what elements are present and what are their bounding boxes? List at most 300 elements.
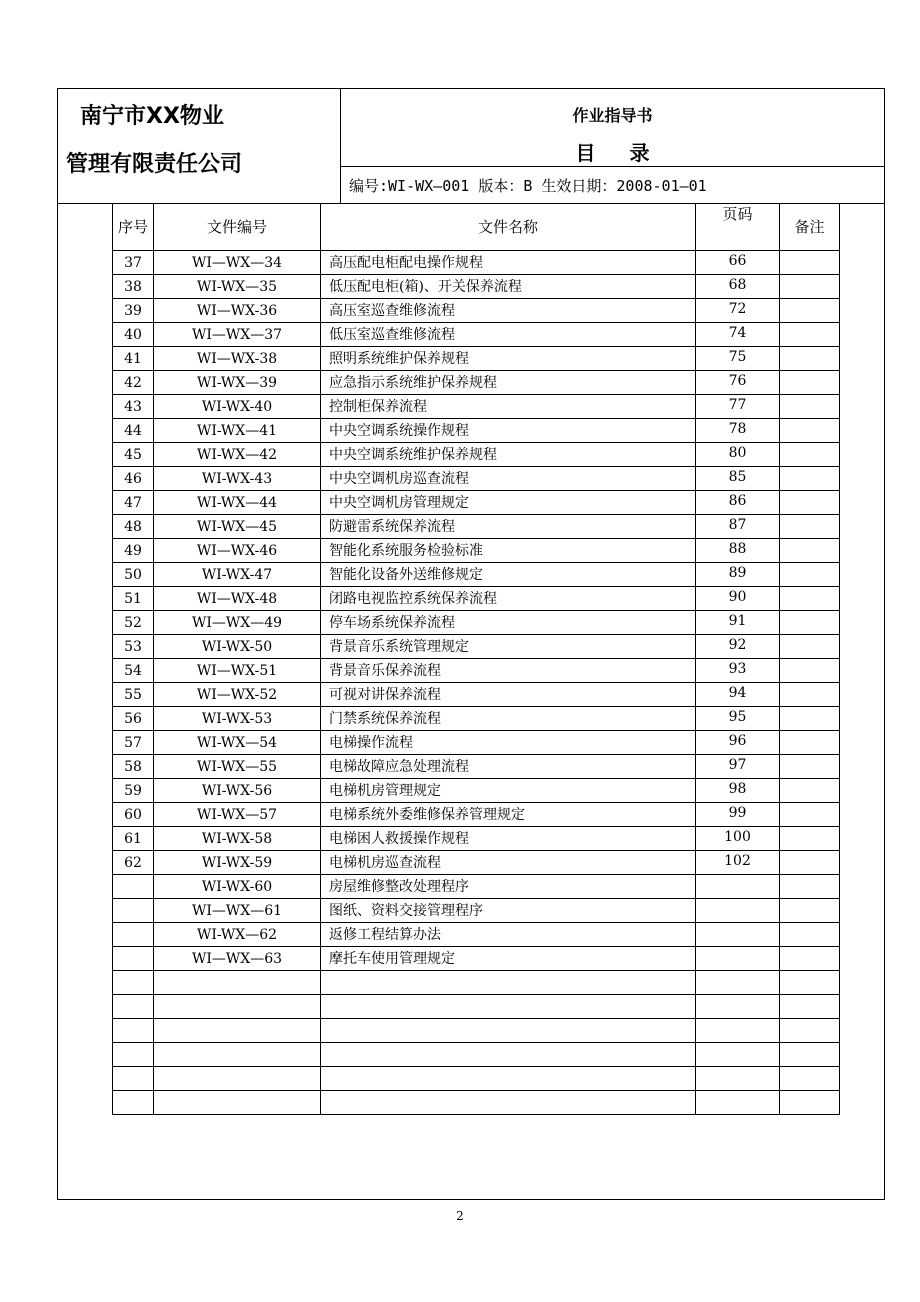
row-name bbox=[321, 779, 696, 803]
row-name bbox=[321, 563, 696, 587]
row-code-text: WI-WX—39 bbox=[196, 374, 278, 391]
row-note bbox=[780, 659, 840, 683]
row-name bbox=[321, 1091, 696, 1115]
table-row bbox=[113, 971, 840, 995]
table-row bbox=[113, 371, 840, 395]
row-name-text: 背景音乐保养流程 bbox=[329, 662, 441, 679]
row-page bbox=[696, 347, 780, 371]
row-seq bbox=[113, 635, 154, 659]
row-seq-text: 56 bbox=[124, 710, 142, 727]
table-row bbox=[113, 275, 840, 299]
row-seq bbox=[113, 659, 154, 683]
row-code-text: WI—WX—34 bbox=[191, 254, 283, 271]
toc-table bbox=[112, 203, 840, 1115]
row-seq-text: 44 bbox=[124, 422, 142, 439]
row-code-text: WI-WX-43 bbox=[201, 470, 273, 487]
row-page-text: 96 bbox=[728, 733, 747, 749]
row-page-text: 77 bbox=[728, 397, 747, 413]
row-code bbox=[154, 323, 321, 347]
row-seq bbox=[113, 1043, 154, 1067]
row-seq-text: 41 bbox=[124, 350, 142, 367]
row-name bbox=[321, 539, 696, 563]
row-page bbox=[696, 827, 780, 851]
row-seq-text: 45 bbox=[124, 446, 142, 463]
table-row bbox=[113, 947, 840, 971]
row-code bbox=[154, 467, 321, 491]
row-note bbox=[780, 275, 840, 299]
row-name-text: 电梯机房巡查流程 bbox=[329, 854, 441, 871]
row-name bbox=[321, 515, 696, 539]
table-row bbox=[113, 323, 840, 347]
row-name-text: 闭路电视监控系统保养流程 bbox=[329, 590, 497, 607]
row-note bbox=[780, 827, 840, 851]
row-page-text: 85 bbox=[728, 469, 747, 485]
row-code bbox=[154, 515, 321, 539]
row-code bbox=[154, 779, 321, 803]
row-note bbox=[780, 443, 840, 467]
row-page-text: 88 bbox=[728, 541, 747, 557]
row-code bbox=[154, 587, 321, 611]
row-page-text: 72 bbox=[728, 301, 747, 317]
row-note bbox=[780, 755, 840, 779]
row-name-text: 中央空调系统维护保养规程 bbox=[329, 446, 497, 463]
row-note bbox=[780, 539, 840, 563]
row-note bbox=[780, 611, 840, 635]
row-seq bbox=[113, 491, 154, 515]
row-seq-text: 55 bbox=[124, 686, 142, 703]
row-code bbox=[154, 275, 321, 299]
row-page bbox=[696, 395, 780, 419]
row-seq bbox=[113, 539, 154, 563]
row-name bbox=[321, 923, 696, 947]
table-row bbox=[113, 515, 840, 539]
row-seq-text: 52 bbox=[124, 614, 142, 631]
row-page bbox=[696, 851, 780, 875]
row-page-text: 75 bbox=[728, 349, 747, 365]
row-note bbox=[780, 1019, 840, 1043]
row-page-text: 99 bbox=[728, 805, 747, 821]
table-row bbox=[113, 539, 840, 563]
row-note bbox=[780, 875, 840, 899]
row-page-text: 87 bbox=[728, 517, 747, 533]
row-name-text: 电梯困人救援操作规程 bbox=[329, 830, 469, 847]
row-code bbox=[154, 923, 321, 947]
row-code-text: WI—WX-52 bbox=[196, 686, 278, 703]
row-name bbox=[321, 347, 696, 371]
row-name-text: 照明系统维护保养规程 bbox=[329, 350, 469, 367]
row-note bbox=[780, 251, 840, 275]
row-note bbox=[780, 899, 840, 923]
row-note bbox=[780, 323, 840, 347]
row-note bbox=[780, 299, 840, 323]
company-name-line1: 南宁市XX物业 bbox=[80, 104, 224, 129]
row-seq-text: 38 bbox=[124, 278, 142, 295]
table-row bbox=[113, 347, 840, 371]
row-page-text: 68 bbox=[728, 277, 747, 293]
row-code bbox=[154, 1067, 321, 1091]
row-code-text: WI-WX—54 bbox=[196, 734, 278, 751]
row-page bbox=[696, 899, 780, 923]
row-name bbox=[321, 851, 696, 875]
table-row bbox=[113, 779, 840, 803]
row-name-text: 防避雷系统保养流程 bbox=[329, 518, 455, 535]
row-page bbox=[696, 491, 780, 515]
row-note bbox=[780, 995, 840, 1019]
row-name bbox=[321, 251, 696, 275]
row-seq bbox=[113, 875, 154, 899]
row-page bbox=[696, 611, 780, 635]
row-seq-text: 53 bbox=[124, 638, 142, 655]
row-page bbox=[696, 467, 780, 491]
row-name bbox=[321, 899, 696, 923]
row-code bbox=[154, 947, 321, 971]
row-name-text bbox=[321, 1071, 329, 1087]
row-seq bbox=[113, 467, 154, 491]
row-seq-text: 51 bbox=[124, 590, 142, 607]
row-page-text: 95 bbox=[728, 709, 747, 725]
column-header-name: 文件名称 bbox=[321, 204, 696, 251]
row-page-text: 97 bbox=[728, 757, 747, 773]
row-name bbox=[321, 947, 696, 971]
row-name bbox=[321, 443, 696, 467]
row-page-text: 86 bbox=[728, 493, 747, 509]
table-row bbox=[113, 563, 840, 587]
row-page bbox=[696, 803, 780, 827]
row-code-text: WI—WX—61 bbox=[191, 902, 283, 919]
column-header-page: 页码 bbox=[696, 204, 780, 251]
row-code-text: WI-WX-53 bbox=[201, 710, 273, 727]
row-code-text: WI—WX-36 bbox=[196, 302, 278, 319]
row-code-text: WI-WX—44 bbox=[196, 494, 278, 511]
row-code bbox=[154, 347, 321, 371]
table-row bbox=[113, 803, 840, 827]
row-note bbox=[780, 491, 840, 515]
table-row bbox=[113, 395, 840, 419]
row-page bbox=[696, 779, 780, 803]
row-seq-text: 59 bbox=[124, 782, 142, 799]
row-page-text: 80 bbox=[728, 445, 747, 461]
row-seq-text: 54 bbox=[124, 662, 142, 679]
row-seq bbox=[113, 515, 154, 539]
row-name-text: 返修工程结算办法 bbox=[329, 926, 441, 943]
table-row bbox=[113, 635, 840, 659]
row-page-text: 92 bbox=[728, 637, 747, 653]
row-seq bbox=[113, 443, 154, 467]
row-note bbox=[780, 947, 840, 971]
row-name-text: 中央空调机房管理规定 bbox=[329, 494, 469, 511]
row-name-text: 控制柜保养流程 bbox=[329, 398, 427, 415]
row-code bbox=[154, 995, 321, 1019]
row-note bbox=[780, 971, 840, 995]
divider bbox=[341, 166, 884, 167]
row-page-text: 94 bbox=[728, 685, 747, 701]
row-name-text: 电梯故障应急处理流程 bbox=[329, 758, 469, 775]
row-code-text: WI—WX—49 bbox=[191, 614, 283, 631]
row-code-text: WI—WX-48 bbox=[196, 590, 278, 607]
row-seq-text: 37 bbox=[124, 254, 142, 271]
row-code-text: WI—WX—63 bbox=[191, 950, 283, 967]
row-name bbox=[321, 803, 696, 827]
table-row bbox=[113, 707, 840, 731]
row-seq bbox=[113, 299, 154, 323]
column-header-seq: 序号 bbox=[113, 204, 154, 251]
row-code bbox=[154, 611, 321, 635]
row-page-text: 78 bbox=[728, 421, 747, 437]
document-info-block bbox=[341, 89, 884, 203]
row-code bbox=[154, 707, 321, 731]
row-name bbox=[321, 995, 696, 1019]
row-seq-text: 42 bbox=[124, 374, 142, 391]
row-note bbox=[780, 467, 840, 491]
table-row bbox=[113, 611, 840, 635]
row-page bbox=[696, 275, 780, 299]
row-page bbox=[696, 443, 780, 467]
row-code bbox=[154, 563, 321, 587]
table-row bbox=[113, 587, 840, 611]
row-name-text: 中央空调系统操作规程 bbox=[329, 422, 469, 439]
row-name-text: 停车场系统保养流程 bbox=[329, 614, 455, 631]
table-row bbox=[113, 1091, 840, 1115]
row-code bbox=[154, 371, 321, 395]
row-code-text: WI-WX—57 bbox=[196, 806, 278, 823]
row-page bbox=[696, 299, 780, 323]
row-note bbox=[780, 371, 840, 395]
toc-body bbox=[113, 251, 840, 1115]
row-code bbox=[154, 731, 321, 755]
row-seq bbox=[113, 563, 154, 587]
row-code-text: WI—WX-46 bbox=[196, 542, 278, 559]
row-name bbox=[321, 683, 696, 707]
table-row bbox=[113, 755, 840, 779]
row-seq bbox=[113, 323, 154, 347]
row-seq bbox=[113, 899, 154, 923]
row-note bbox=[780, 851, 840, 875]
row-page-text: 89 bbox=[728, 565, 747, 581]
row-name bbox=[321, 275, 696, 299]
row-seq-text: 43 bbox=[124, 398, 142, 415]
row-page bbox=[696, 683, 780, 707]
row-seq bbox=[113, 707, 154, 731]
row-seq bbox=[113, 779, 154, 803]
row-seq bbox=[113, 947, 154, 971]
table-row bbox=[113, 875, 840, 899]
row-code bbox=[154, 419, 321, 443]
row-note bbox=[780, 395, 840, 419]
row-seq-text: 58 bbox=[124, 758, 142, 775]
table-row bbox=[113, 491, 840, 515]
table-row bbox=[113, 899, 840, 923]
row-page bbox=[696, 707, 780, 731]
row-page-text: 90 bbox=[728, 589, 747, 605]
table-row bbox=[113, 683, 840, 707]
table-row bbox=[113, 443, 840, 467]
row-code-text: WI-WX-40 bbox=[201, 398, 273, 415]
row-code-text: WI-WX—41 bbox=[196, 422, 278, 439]
row-code bbox=[154, 851, 321, 875]
row-name-text: 可视对讲保养流程 bbox=[329, 686, 441, 703]
row-note bbox=[780, 635, 840, 659]
row-seq bbox=[113, 827, 154, 851]
row-name-text: 电梯系统外委维修保养管理规定 bbox=[329, 806, 525, 823]
row-name bbox=[321, 659, 696, 683]
row-name bbox=[321, 491, 696, 515]
table-row bbox=[113, 299, 840, 323]
row-name-text: 背景音乐系统管理规定 bbox=[329, 638, 469, 655]
row-name-text: 中央空调机房巡查流程 bbox=[329, 470, 469, 487]
row-page bbox=[696, 875, 780, 899]
row-seq-text: 49 bbox=[124, 542, 142, 559]
row-code bbox=[154, 1091, 321, 1115]
row-code bbox=[154, 875, 321, 899]
row-name bbox=[321, 707, 696, 731]
row-page bbox=[696, 251, 780, 275]
row-page-text: 91 bbox=[728, 613, 747, 629]
row-code-text: WI—WX-51 bbox=[196, 662, 278, 679]
row-note bbox=[780, 707, 840, 731]
document-meta: 编号:WI-WX—001 版本：B 生效日期：2008-01—01 bbox=[349, 177, 707, 195]
row-seq bbox=[113, 755, 154, 779]
row-name bbox=[321, 419, 696, 443]
row-name bbox=[321, 1043, 696, 1067]
row-code bbox=[154, 251, 321, 275]
row-code-text: WI—WX-38 bbox=[196, 350, 278, 367]
row-page-text: 76 bbox=[728, 373, 747, 389]
row-page-text: 66 bbox=[728, 253, 747, 269]
row-note bbox=[780, 419, 840, 443]
row-name bbox=[321, 875, 696, 899]
row-page-text: 102 bbox=[724, 853, 751, 869]
document-title: 作业指导书 bbox=[572, 106, 653, 125]
table-row bbox=[113, 1043, 840, 1067]
row-note bbox=[780, 1091, 840, 1115]
table-row bbox=[113, 1019, 840, 1043]
row-code bbox=[154, 683, 321, 707]
row-page bbox=[696, 755, 780, 779]
row-code-text: WI-WX—55 bbox=[196, 758, 278, 775]
table-row bbox=[113, 827, 840, 851]
row-seq-text: 47 bbox=[124, 494, 142, 511]
row-seq bbox=[113, 395, 154, 419]
row-name bbox=[321, 1019, 696, 1043]
row-code bbox=[154, 803, 321, 827]
document-header bbox=[58, 89, 884, 204]
row-page bbox=[696, 1067, 780, 1091]
row-name-text: 门禁系统保养流程 bbox=[329, 710, 441, 727]
row-page bbox=[696, 587, 780, 611]
row-page bbox=[696, 371, 780, 395]
row-seq-text: 46 bbox=[124, 470, 142, 487]
row-seq bbox=[113, 995, 154, 1019]
row-page bbox=[696, 659, 780, 683]
row-note bbox=[780, 731, 840, 755]
row-note bbox=[780, 779, 840, 803]
row-code bbox=[154, 827, 321, 851]
row-name-text: 摩托车使用管理规定 bbox=[329, 950, 455, 967]
row-name-text: 电梯操作流程 bbox=[329, 734, 413, 751]
row-seq bbox=[113, 587, 154, 611]
row-code bbox=[154, 971, 321, 995]
row-code-text: WI-WX—45 bbox=[196, 518, 278, 535]
table-row bbox=[113, 995, 840, 1019]
row-code-text: WI-WX-56 bbox=[201, 782, 273, 799]
row-name bbox=[321, 731, 696, 755]
row-code bbox=[154, 755, 321, 779]
row-code-text: WI-WX-50 bbox=[201, 638, 273, 655]
table-row bbox=[113, 1067, 840, 1091]
row-seq bbox=[113, 1091, 154, 1115]
row-note bbox=[780, 1043, 840, 1067]
row-seq bbox=[113, 803, 154, 827]
row-seq bbox=[113, 347, 154, 371]
column-header-code: 文件编号 bbox=[154, 204, 321, 251]
row-code bbox=[154, 299, 321, 323]
row-name-text: 高压室巡查维修流程 bbox=[329, 302, 455, 319]
row-code bbox=[154, 443, 321, 467]
row-seq-text: 40 bbox=[124, 326, 142, 343]
row-name bbox=[321, 467, 696, 491]
row-name-text: 低压室巡查维修流程 bbox=[329, 326, 455, 343]
row-code-text: WI-WX-47 bbox=[201, 566, 273, 583]
row-code-text: WI-WX-60 bbox=[201, 878, 273, 895]
row-note bbox=[780, 803, 840, 827]
toc-header-row bbox=[113, 204, 840, 251]
row-page bbox=[696, 971, 780, 995]
row-name-text: 图纸、资料交接管理程序 bbox=[329, 902, 483, 919]
row-page-text: 98 bbox=[728, 781, 747, 797]
row-note bbox=[780, 587, 840, 611]
table-row bbox=[113, 923, 840, 947]
company-block bbox=[58, 89, 341, 203]
row-seq-text: 57 bbox=[124, 734, 142, 751]
row-code bbox=[154, 1019, 321, 1043]
row-name-text: 应急指示系统维护保养规程 bbox=[329, 374, 497, 391]
row-code-text: WI-WX—35 bbox=[196, 278, 278, 295]
row-page bbox=[696, 635, 780, 659]
row-name bbox=[321, 299, 696, 323]
row-code-text: WI-WX—42 bbox=[196, 446, 278, 463]
row-page bbox=[696, 419, 780, 443]
row-code bbox=[154, 491, 321, 515]
table-row bbox=[113, 467, 840, 491]
row-name bbox=[321, 635, 696, 659]
row-code bbox=[154, 659, 321, 683]
row-note bbox=[780, 563, 840, 587]
table-row bbox=[113, 419, 840, 443]
row-name bbox=[321, 611, 696, 635]
row-seq bbox=[113, 851, 154, 875]
company-name-line2: 管理有限责任公司 bbox=[66, 152, 243, 177]
row-code-text: WI—WX—37 bbox=[191, 326, 283, 343]
page-number: 2 bbox=[456, 1209, 464, 1223]
row-note bbox=[780, 1067, 840, 1091]
row-name-text: 智能化系统服务检验标准 bbox=[329, 542, 483, 559]
row-seq bbox=[113, 611, 154, 635]
row-name bbox=[321, 971, 696, 995]
row-seq bbox=[113, 275, 154, 299]
row-seq-text: 60 bbox=[124, 806, 142, 823]
row-code bbox=[154, 539, 321, 563]
row-seq bbox=[113, 251, 154, 275]
row-name bbox=[321, 323, 696, 347]
row-page bbox=[696, 731, 780, 755]
table-row bbox=[113, 851, 840, 875]
row-code bbox=[154, 395, 321, 419]
row-page bbox=[696, 947, 780, 971]
row-seq bbox=[113, 683, 154, 707]
row-seq bbox=[113, 419, 154, 443]
row-page bbox=[696, 1019, 780, 1043]
row-name bbox=[321, 371, 696, 395]
